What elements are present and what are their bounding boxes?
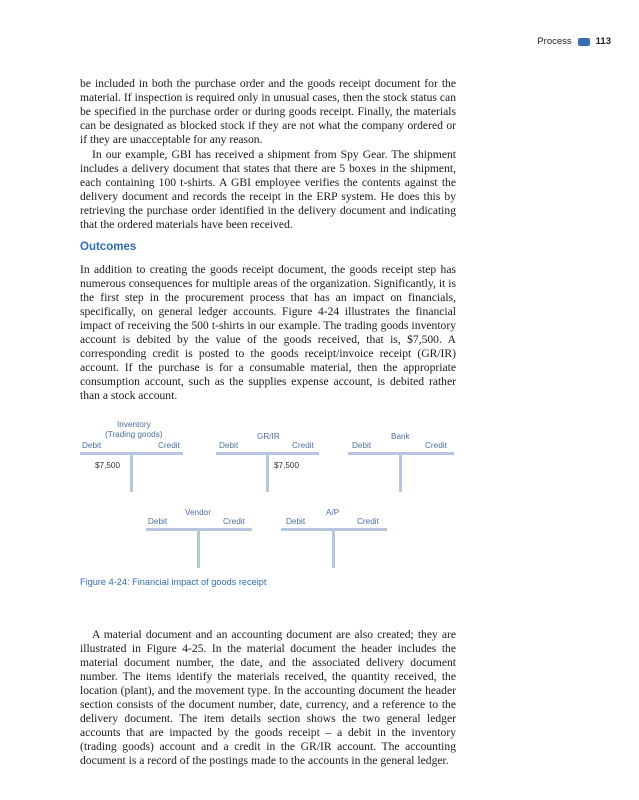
bank-debit-label: Debit bbox=[352, 441, 372, 450]
vendor-credit-label: Credit bbox=[223, 517, 245, 526]
bank-title: Bank bbox=[391, 432, 410, 441]
running-header bbox=[537, 36, 611, 47]
ap-t-stem bbox=[332, 528, 335, 568]
vendor-t-stem bbox=[197, 528, 200, 568]
inventory-debit-value: $7,500 bbox=[95, 461, 121, 470]
ap-title: A/P bbox=[326, 508, 340, 517]
inventory-title-line1: Inventory bbox=[117, 420, 151, 429]
ap-credit-label: Credit bbox=[357, 517, 379, 526]
grir-t-bar bbox=[216, 452, 319, 455]
paragraph-4: A material document and an accounting document are also created; they are illustrated in Figure 4-25. In the material document the header includes the material document number, the date, and the associated delivery document number. The items identify the materials received, the quantity received, the location (plant), and the movement type. In the accounting document the header section consists of the document number, date, currency, and a reference to the delivery document. The item details section shows the two general ledger accounts that are impacted by the goods receipt – a debit in the inventory (trading goods) account and a credit in the GR/IR account. The accounting document is a record of the postings made to the accounts in the general ledger. bbox=[80, 628, 456, 768]
vendor-title: Vendor bbox=[185, 508, 211, 517]
paragraph-2: In our example, GBI has received a shipment from Spy Gear. The shipment includes a delivery document that states that there are 5 boxes in the shipment, each containing 100 t-shirts. A GBI employee verifies the contents against the delivery document and records the receipt in the ERP system. He does this by retrieving the purchase order identified in the delivery document and indicating that the ordered materials have been received. bbox=[80, 148, 456, 232]
grir-credit-label: Credit bbox=[292, 441, 314, 450]
bank-credit-label: Credit bbox=[425, 441, 447, 450]
inventory-t-bar bbox=[80, 452, 183, 455]
bank-t-bar bbox=[348, 452, 454, 455]
inventory-debit-label: Debit bbox=[82, 441, 102, 450]
grir-t-stem bbox=[266, 452, 269, 492]
outcomes-heading: Outcomes bbox=[80, 241, 137, 253]
section-marker-icon bbox=[578, 38, 590, 46]
grir-title: GR/IR bbox=[257, 432, 280, 441]
section-title: Process bbox=[537, 36, 572, 47]
ap-t-bar bbox=[281, 528, 387, 531]
grir-credit-value: $7,500 bbox=[274, 461, 300, 470]
bank-t-stem bbox=[399, 452, 402, 492]
figure-caption: Figure 4-24: Financial impact of goods receipt bbox=[80, 577, 267, 587]
vendor-t-bar bbox=[146, 528, 252, 531]
inventory-t-stem bbox=[130, 452, 133, 492]
inventory-credit-label: Credit bbox=[158, 441, 180, 450]
paragraph-3: In addition to creating the goods receipt document, the goods receipt step has numerous consequences for multiple areas of the organization. Significantly, it is the first step in the procurement process that has an impact on financials, specifically, on general ledger accounts. Figure 4-24 illustrates the financial impact of receiving the 500 t-shirts in our example. The trading goods inventory account is debited by the value of the goods received, that is, $7,500. A corresponding credit is posted to the goods receipt/invoice receipt (GR/IR) account. If the purchase is for a consumable material, then the appropriate consumption account, such as the supplies expense account, is debited rather than a stock account. bbox=[80, 263, 456, 403]
inventory-title-line2: (Trading goods) bbox=[105, 430, 163, 439]
vendor-debit-label: Debit bbox=[148, 517, 168, 526]
grir-debit-label: Debit bbox=[219, 441, 239, 450]
paragraph-1: be included in both the purchase order and the goods receipt document for the material. If inspection is required only in unusual cases, then the stock status can be specified in the purchase order or during goods receipt. Finally, the materials can be designated as blocked stock if they are not what the company ordered or if they are unacceptable for any reason. bbox=[80, 77, 456, 147]
ap-debit-label: Debit bbox=[286, 517, 306, 526]
page-number: 113 bbox=[595, 36, 611, 47]
